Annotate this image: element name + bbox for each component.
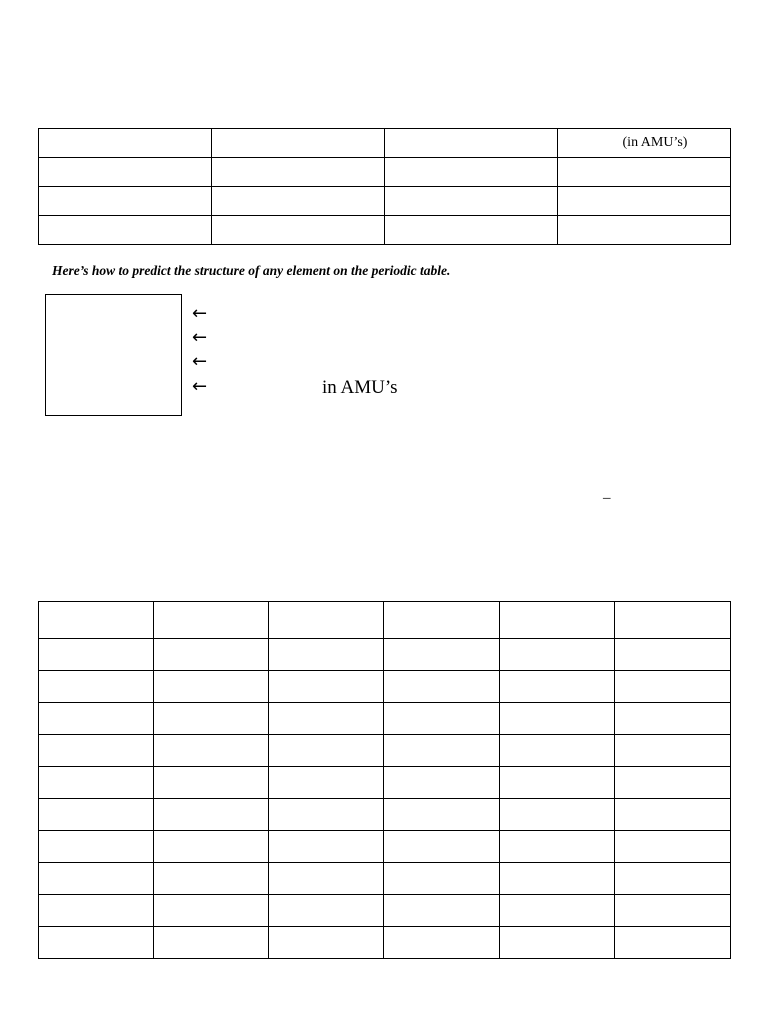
table-cell[interactable] <box>154 671 269 703</box>
table-cell[interactable] <box>269 799 384 831</box>
amu-label: in AMU’s <box>322 377 398 398</box>
table-cell[interactable] <box>615 703 731 735</box>
table-cell[interactable] <box>154 639 269 671</box>
element-structure-table <box>38 601 731 959</box>
table-cell[interactable] <box>615 895 731 927</box>
table-cell[interactable] <box>269 639 384 671</box>
left-arrow-icon: ← <box>192 303 208 324</box>
table-cell[interactable] <box>500 895 615 927</box>
table-cell[interactable] <box>269 703 384 735</box>
table-cell[interactable] <box>500 602 615 639</box>
table-cell[interactable] <box>39 187 212 216</box>
table-cell[interactable] <box>39 799 154 831</box>
table-cell[interactable] <box>385 187 558 216</box>
table-row <box>39 158 731 187</box>
table-cell[interactable] <box>154 799 269 831</box>
table-cell[interactable] <box>154 735 269 767</box>
table-cell[interactable] <box>500 735 615 767</box>
table-cell[interactable] <box>615 671 731 703</box>
table-cell[interactable] <box>212 216 385 245</box>
table-row <box>39 703 731 735</box>
table-cell[interactable] <box>39 639 154 671</box>
table-cell[interactable] <box>385 216 558 245</box>
table-cell[interactable] <box>154 895 269 927</box>
table-cell[interactable] <box>384 863 500 895</box>
table-cell[interactable] <box>269 735 384 767</box>
table-cell[interactable] <box>615 863 731 895</box>
table-cell[interactable] <box>39 895 154 927</box>
table-cell[interactable] <box>269 927 384 959</box>
table-cell[interactable] <box>384 639 500 671</box>
table-cell[interactable] <box>385 158 558 187</box>
table-row <box>39 895 731 927</box>
table-cell[interactable] <box>212 129 385 158</box>
table-cell[interactable] <box>39 602 154 639</box>
table-cell[interactable] <box>558 158 731 187</box>
table-cell[interactable] <box>39 863 154 895</box>
table-cell[interactable] <box>500 863 615 895</box>
table-cell[interactable] <box>154 703 269 735</box>
table-cell[interactable] <box>384 602 500 639</box>
table-cell[interactable] <box>615 767 731 799</box>
table-row <box>39 799 731 831</box>
left-arrow-icon: ← <box>192 327 208 348</box>
table-cell[interactable] <box>500 639 615 671</box>
table-header-row <box>39 602 731 639</box>
table-cell[interactable] <box>212 158 385 187</box>
table-cell[interactable] <box>615 639 731 671</box>
table-cell[interactable] <box>39 831 154 863</box>
table-row <box>39 216 731 245</box>
instruction-text: Here’s how to predict the structure of any element on the periodic table. <box>52 263 451 278</box>
table-cell[interactable] <box>39 735 154 767</box>
element-square-box[interactable] <box>45 294 182 416</box>
table-cell[interactable] <box>269 831 384 863</box>
table-cell[interactable] <box>269 602 384 639</box>
mass-unit-header-cell[interactable]: (in AMU’s) <box>558 129 731 158</box>
table-cell[interactable] <box>500 767 615 799</box>
table-cell[interactable] <box>39 216 212 245</box>
table-cell[interactable] <box>384 735 500 767</box>
dash-mark: – <box>603 490 611 506</box>
table-cell[interactable] <box>384 927 500 959</box>
table-cell[interactable] <box>384 703 500 735</box>
table-row <box>39 863 731 895</box>
table-cell[interactable] <box>39 703 154 735</box>
table-row <box>39 927 731 959</box>
table-cell[interactable] <box>500 703 615 735</box>
table-cell[interactable] <box>269 671 384 703</box>
atomic-particles-table <box>38 128 731 245</box>
table-cell[interactable] <box>615 735 731 767</box>
table-row <box>39 639 731 671</box>
table-cell[interactable] <box>384 671 500 703</box>
table-cell[interactable] <box>39 158 212 187</box>
table-cell[interactable] <box>39 129 212 158</box>
left-arrow-icon: ← <box>192 351 208 372</box>
table-row <box>39 671 731 703</box>
table-cell[interactable] <box>269 767 384 799</box>
table-cell[interactable] <box>384 799 500 831</box>
table-cell[interactable] <box>269 895 384 927</box>
table-cell[interactable] <box>385 129 558 158</box>
table-row <box>39 187 731 216</box>
table-cell[interactable] <box>154 602 269 639</box>
table-cell[interactable] <box>154 831 269 863</box>
table-cell[interactable] <box>269 863 384 895</box>
table-cell[interactable] <box>615 602 731 639</box>
table-cell[interactable] <box>384 831 500 863</box>
table-cell[interactable] <box>384 767 500 799</box>
table-cell[interactable] <box>500 831 615 863</box>
table-row <box>39 129 731 158</box>
table-cell[interactable] <box>154 927 269 959</box>
table-cell[interactable] <box>500 799 615 831</box>
table-row <box>39 831 731 863</box>
table-cell[interactable] <box>384 895 500 927</box>
table-cell[interactable] <box>615 799 731 831</box>
table-cell[interactable] <box>154 863 269 895</box>
table-cell[interactable] <box>39 767 154 799</box>
left-arrow-icon: ← <box>192 376 208 397</box>
table-cell[interactable] <box>154 767 269 799</box>
table-cell[interactable] <box>500 671 615 703</box>
table-row <box>39 735 731 767</box>
table-cell[interactable] <box>39 927 154 959</box>
table-cell[interactable] <box>39 671 154 703</box>
table-cell[interactable] <box>558 216 731 245</box>
table-row <box>39 767 731 799</box>
table-cell[interactable] <box>212 187 385 216</box>
table-cell[interactable] <box>500 927 615 959</box>
table-cell[interactable] <box>615 831 731 863</box>
table-cell[interactable] <box>558 187 731 216</box>
table-cell[interactable] <box>615 927 731 959</box>
